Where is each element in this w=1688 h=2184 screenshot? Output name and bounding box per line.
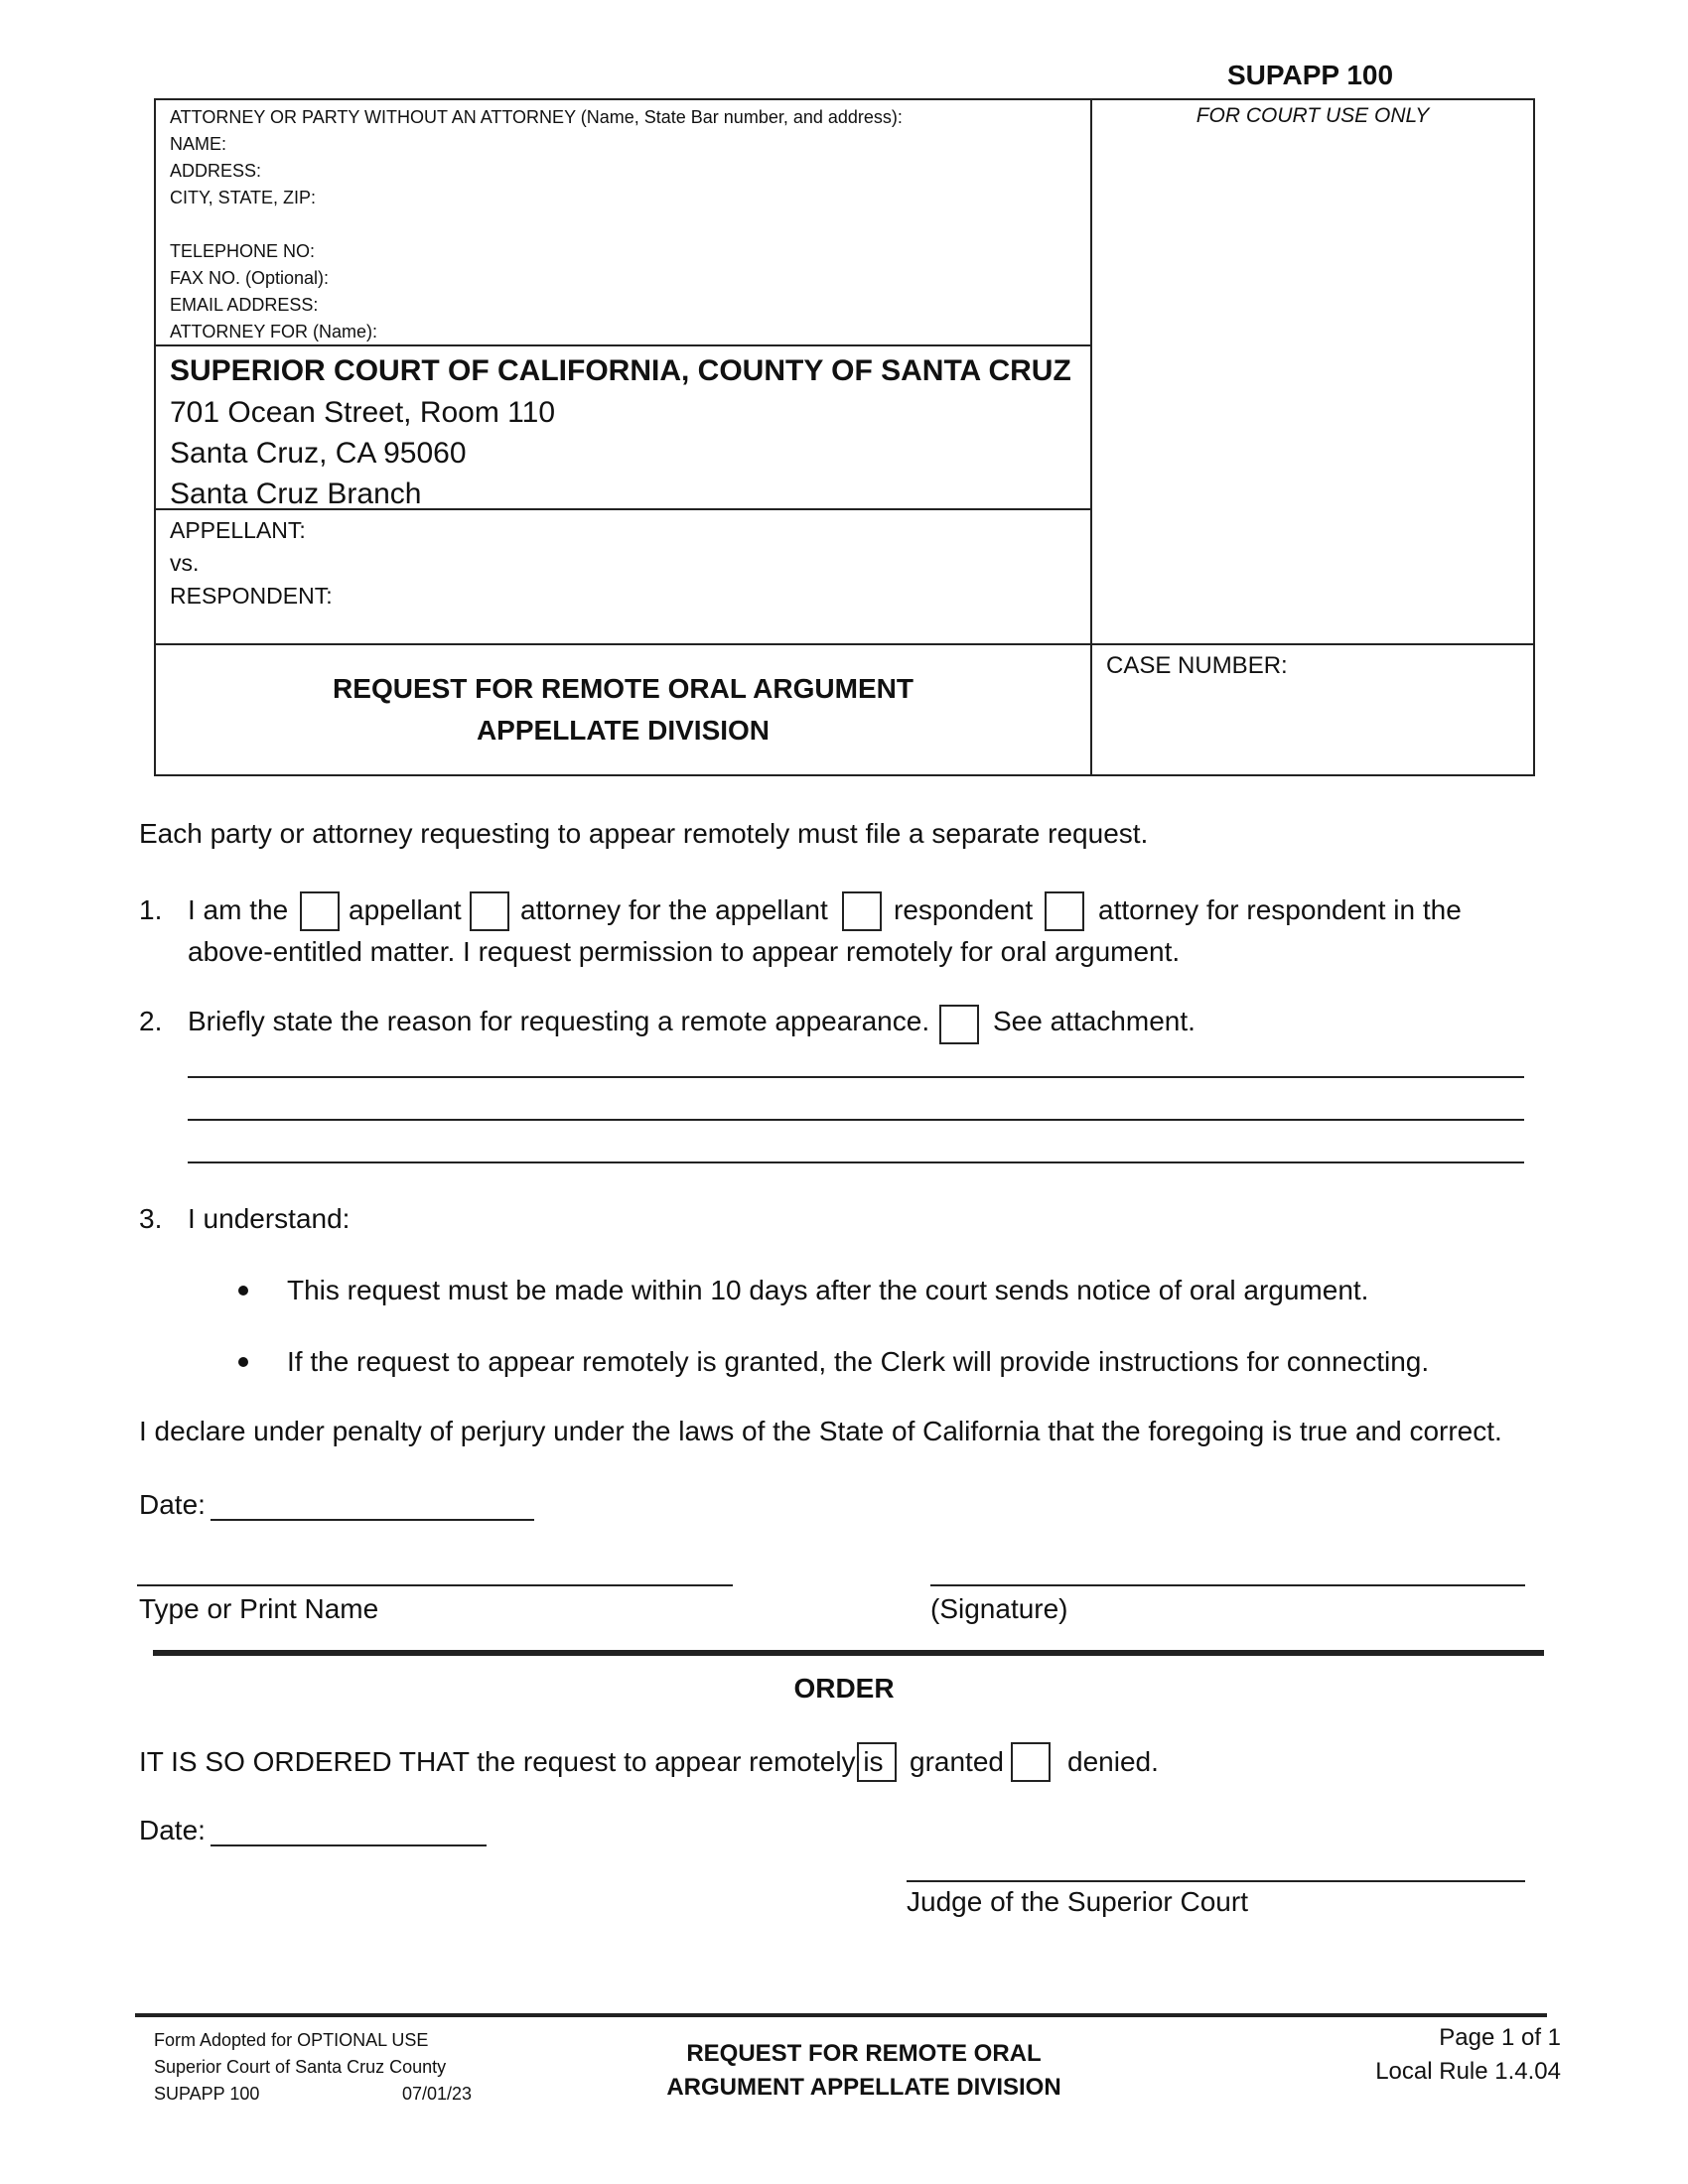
order-heading: ORDER bbox=[793, 1673, 895, 1704]
footer-page: Page 1 of 1 bbox=[1439, 2024, 1561, 2051]
bullet-2-icon bbox=[238, 1357, 248, 1367]
print-name-line[interactable] bbox=[137, 1584, 733, 1586]
respondent-option-label: respondent bbox=[894, 894, 1034, 925]
see-attachment-checkbox[interactable] bbox=[939, 1005, 979, 1044]
court-use-box bbox=[1090, 98, 1535, 645]
attorney-for-appellant-label: attorney for the appellant bbox=[520, 894, 828, 925]
city-state-zip-label: CITY, STATE, ZIP: bbox=[170, 188, 317, 207]
footer-center bbox=[616, 2037, 1112, 2105]
form-title-line2: APPELLATE DIVISION bbox=[476, 715, 771, 746]
court-name: SUPERIOR COURT OF CALIFORNIA, COUNTY OF SANTA CRUZ bbox=[170, 354, 1071, 387]
footer-title-line1: REQUEST FOR REMOTE ORAL bbox=[686, 2040, 1042, 2067]
footer-date: 07/01/23 bbox=[402, 2084, 473, 2104]
footer-rule bbox=[135, 2013, 1547, 2017]
attorney-for-respondent-label: attorney for respondent in the bbox=[1098, 894, 1462, 925]
vs-label: vs. bbox=[170, 550, 200, 576]
print-name-label: Type or Print Name bbox=[139, 1593, 379, 1624]
footer-form-id: SUPAPP 100 bbox=[154, 2084, 260, 2104]
reason-line-3[interactable] bbox=[188, 1161, 1524, 1163]
denied-label: denied. bbox=[1067, 1746, 1159, 1777]
denied-checkbox[interactable] bbox=[1011, 1742, 1051, 1782]
parties-box bbox=[154, 508, 1092, 645]
fax-label: FAX NO. (Optional): bbox=[170, 268, 330, 288]
item1-lead: I am the bbox=[188, 894, 289, 925]
telephone-label: TELEPHONE NO: bbox=[170, 241, 316, 261]
signature-label: (Signature) bbox=[930, 1593, 1068, 1624]
form-title-box bbox=[154, 643, 1092, 776]
item3-text: I understand: bbox=[188, 1203, 351, 1234]
respondent-checkbox[interactable] bbox=[842, 891, 882, 931]
item3-number: 3. bbox=[139, 1203, 163, 1234]
signature-line[interactable] bbox=[930, 1584, 1525, 1586]
footer-left bbox=[154, 2027, 492, 2108]
email-label: EMAIL ADDRESS: bbox=[170, 295, 319, 315]
footer-adopted: Form Adopted for OPTIONAL USE bbox=[154, 2030, 429, 2050]
intro-text: Each party or attorney requesting to appear remotely must file a separate request. bbox=[139, 818, 1149, 849]
appellant-label: APPELLANT: bbox=[170, 517, 306, 543]
court-use-label: FOR COURT USE ONLY bbox=[1196, 104, 1430, 127]
attorney-info-box bbox=[154, 98, 1092, 346]
attorney-for-respondent-checkbox[interactable] bbox=[1045, 891, 1084, 931]
appellant-checkbox[interactable] bbox=[300, 891, 340, 931]
order-date-line[interactable] bbox=[211, 1844, 487, 1846]
order-separator bbox=[153, 1650, 1544, 1656]
court-city: Santa Cruz, CA 95060 bbox=[170, 437, 467, 470]
date-line[interactable] bbox=[211, 1519, 534, 1521]
item2-text: Briefly state the reason for requesting a remote appearance. bbox=[188, 1006, 930, 1036]
footer-right bbox=[1251, 2021, 1561, 2089]
item2-number: 2. bbox=[139, 1006, 163, 1036]
declaration-text: I declare under penalty of perjury under the laws of the State of California that the foregoing is true and correct. bbox=[139, 1416, 1502, 1446]
court-street: 701 Ocean Street, Room 110 bbox=[170, 396, 556, 429]
bullet-1-text: This request must be made within 10 days after the court sends notice of oral argument. bbox=[287, 1275, 1369, 1305]
court-info-box bbox=[154, 344, 1092, 510]
order-date-label: Date: bbox=[139, 1815, 206, 1845]
footer-court: Superior Court of Santa Cruz County bbox=[154, 2057, 447, 2077]
form-title-line1: REQUEST FOR REMOTE ORAL ARGUMENT bbox=[333, 673, 914, 704]
address-label: ADDRESS: bbox=[170, 161, 262, 181]
granted-checkbox[interactable] bbox=[857, 1742, 897, 1782]
item1-line2: above-entitled matter. I request permission to appear remotely for oral argument. bbox=[188, 936, 1181, 967]
attorney-for-label: ATTORNEY FOR (Name): bbox=[170, 322, 378, 341]
form-id: SUPAPP 100 bbox=[1227, 60, 1394, 90]
item1-number: 1. bbox=[139, 894, 163, 925]
see-attachment-label: See attachment. bbox=[993, 1006, 1196, 1036]
bullet-2-text: If the request to appear remotely is granted, the Clerk will provide instructions for connecting. bbox=[287, 1346, 1430, 1377]
case-number-box bbox=[1090, 643, 1535, 776]
court-branch: Santa Cruz Branch bbox=[170, 478, 422, 510]
footer-local-rule: Local Rule 1.4.04 bbox=[1375, 2058, 1561, 2085]
attorney-header: ATTORNEY OR PARTY WITHOUT AN ATTORNEY (Name, State Bar number, and address): bbox=[170, 107, 903, 127]
reason-line-2[interactable] bbox=[188, 1119, 1524, 1121]
date-label: Date: bbox=[139, 1489, 206, 1520]
reason-line-1[interactable] bbox=[188, 1076, 1524, 1078]
case-number-label: CASE NUMBER: bbox=[1106, 652, 1288, 679]
attorney-for-appellant-checkbox[interactable] bbox=[470, 891, 509, 931]
bullet-1-icon bbox=[238, 1286, 248, 1296]
name-label: NAME: bbox=[170, 134, 227, 154]
granted-label: granted bbox=[910, 1746, 1004, 1777]
appellant-option-label: appellant bbox=[349, 894, 462, 925]
judge-label: Judge of the Superior Court bbox=[907, 1886, 1248, 1917]
order-text: IT IS SO ORDERED THAT the request to appear remotely is bbox=[139, 1746, 884, 1777]
judge-signature-line[interactable] bbox=[907, 1880, 1525, 1882]
respondent-label: RESPONDENT: bbox=[170, 583, 333, 609]
footer-title-line2: ARGUMENT APPELLATE DIVISION bbox=[666, 2074, 1061, 2101]
